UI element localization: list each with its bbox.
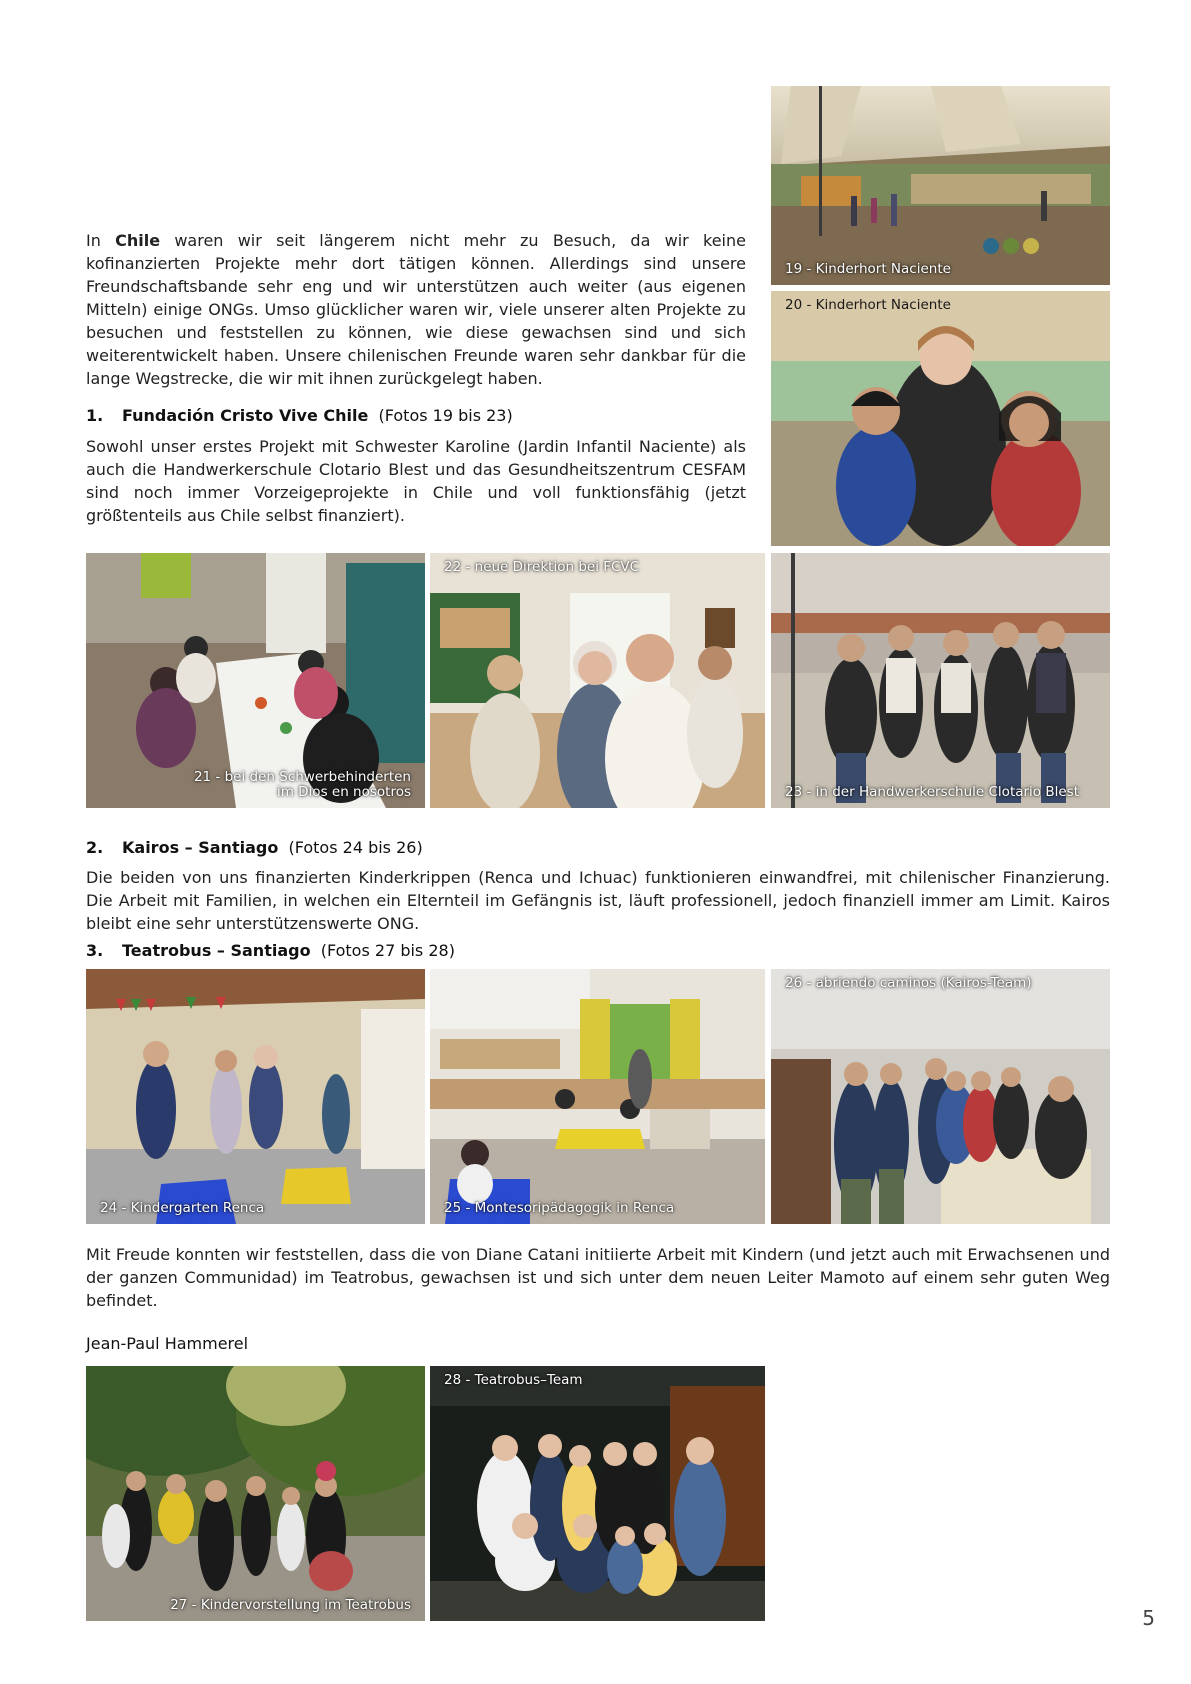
photo-caption: 20 - Kinderhort Naciente	[785, 297, 951, 313]
photo-28	[430, 1366, 765, 1621]
photo-caption: 26 - abriendo caminos (Kairos-Team)	[785, 975, 1032, 991]
photo-caption: 28 - Teatrobus–Team	[444, 1372, 583, 1388]
photo-caption: 27 - Kindervorstellung im Teatrobus	[170, 1597, 411, 1613]
photo-caption: 21 - bei den Schwerbehinderten im Dios en nosotros	[193, 769, 411, 800]
photo-25	[430, 969, 765, 1224]
photo-caption: 24 - Kindergarten Renca	[100, 1200, 265, 1216]
photo-20	[771, 291, 1110, 546]
page-number: 5	[1142, 1606, 1155, 1630]
intro-country: Chile	[115, 231, 161, 250]
intro-paragraph: In Chile waren wir seit längerem nicht mehr zu Besuch, da wir keine kofinanzierten Projekte mehr dort tätigen können. Allerdings sind unsere Freundschaftsbande sehr eng und wir unterstützen auch weiter (aus eigenen Mitteln) einige ONGs. Umso glücklicher waren wir, viele unserer alten Projekte zu besuchen und feststellen zu können, wie diese gewachsen sind und sich weiterentwickelt haben. Unsere chilenischen Freunde waren sehr dankbar für die lange Wegstrecke, die wir mit ihnen zurückgelegt haben.	[86, 231, 746, 388]
section-photos-ref: (Fotos 27 bis 28)	[320, 941, 455, 960]
author-signature: Jean-Paul Hammerel	[86, 1334, 249, 1353]
section-2-text: Die beiden von uns finanzierten Kinderkrippen (Renca und Ichuac) funktionieren einwandfrei, mit chilenischer Finanzierung. Die Arbeit mit Familien, in welchen ein Elternteil im Gefängnis ist, läuft professionell, jedoch finanziell immer am Limit. Kairos bleibt eine sehr unterstützenswerte ONG.	[86, 868, 1110, 933]
section-3-text: Mit Freude konnten wir feststellen, dass die von Diane Catani initiierte Arbeit mit Kindern (und jetzt auch mit Erwachsenen und der ganzen Communidad) im Teatrobus, gewachsen ist und sich unter dem neuen Leiter Mamoto auf einem sehr guten Weg befindet.	[86, 1245, 1110, 1310]
section-name: Teatrobus – Santiago	[122, 941, 311, 960]
photo-22	[430, 553, 765, 808]
section-name: Kairos – Santiago	[122, 838, 279, 857]
section-number: 3.	[86, 941, 104, 960]
photo-27	[86, 1366, 425, 1621]
photo-24	[86, 969, 425, 1224]
section-number: 2.	[86, 838, 104, 857]
section-1-heading	[86, 405, 513, 427]
photo-caption: 23 - in der Handwerkerschule Clotario Blest	[785, 784, 1080, 800]
section-photos-ref: (Fotos 19 bis 23)	[378, 406, 513, 425]
section-number: 1.	[86, 406, 104, 425]
photo-caption: 25 - Montesoripädagogik in Renca	[444, 1200, 675, 1216]
photo-26	[771, 969, 1110, 1224]
photo-23	[771, 553, 1110, 808]
photo-caption: 19 - Kinderhort Naciente	[785, 261, 951, 277]
section-1-text: Sowohl unser erstes Projekt mit Schwester Karoline (Jardin Infantil Naciente) als auch die Handwerkerschule Clotario Blest und das Gesundheitszentrum CESFAM sind noch immer Vorzeigeprojekte in Chile und voll funktionsfähig (jetzt größtenteils aus Chile selbst finanziert).	[86, 437, 746, 525]
photo-caption: 22 - neue Direktion bei FCVC	[444, 559, 640, 575]
section-photos-ref: (Fotos 24 bis 26)	[288, 838, 423, 857]
section-name: Fundación Cristo Vive Chile	[122, 406, 369, 425]
section-3-heading	[86, 940, 455, 962]
photo-21	[86, 553, 425, 808]
photo-19	[771, 86, 1110, 285]
section-2-heading	[86, 837, 423, 859]
